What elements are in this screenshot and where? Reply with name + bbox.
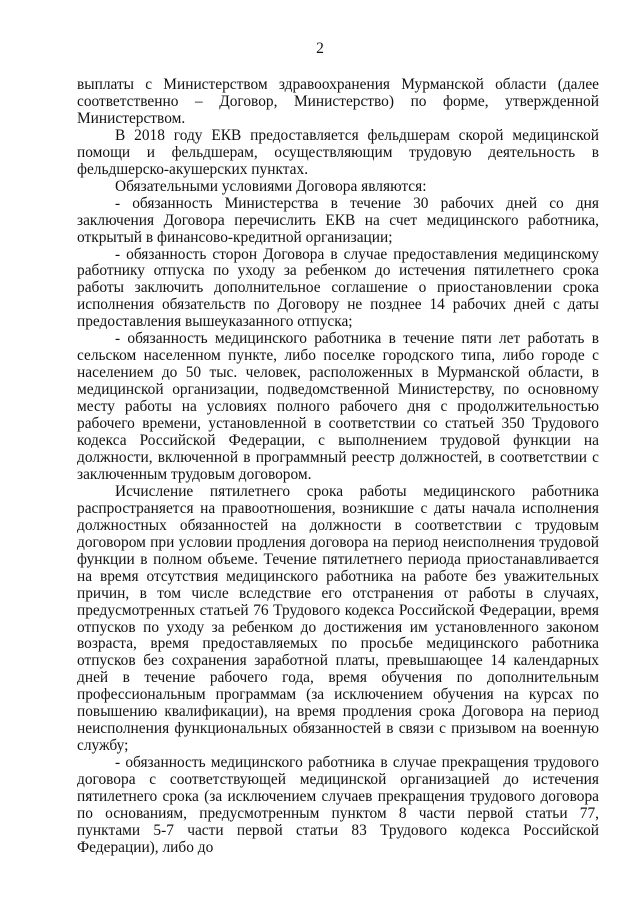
list-item-ministry-obligation: - обязанность Министерства в течение 30 рабочих дней со дня заключения Договора перечислить ЕКВ на счет медицинского работника, открытый в финансово-кредитной организации; bbox=[77, 194, 599, 246]
list-item-termination-obligation: - обязанность медицинского работника в случае прекращения трудового договора с соответствующей медицинской организацией до истечения пятилетнего срока (за исключением случаев прекращения трудового договора по основаниям, предусмотренным пунктом 8 части первой статьи 77, пунктами 5-7 части первой статьи 83 Трудового кодекса Российской Федерации), либо до bbox=[77, 754, 599, 856]
list-item-worker-obligation: - обязанность медицинского работника в течение пяти лет работать в сельском населенном пункте, либо поселке городского типа, либо городе с населением до 50 тыс. человек, расположенных в Мурманской области, в медицинской организации, подведомственной Министерству, по основному месту работы на условиях полного рабочего дня с продолжительностью рабочего времени, установленной в соответствии со статьей 350 Трудового кодекса Российской Федерации, с выполнением трудовой функции на должности, включенной в программный реестр должностей, в соответствии с заключенным трудовым договором. bbox=[77, 330, 599, 483]
paragraph-five-year-term: Исчисление пятилетнего срока работы медицинского работника распространяется на правоотношения, возникшие с даты начала исполнения должностных обязанностей на должности в соответствии с трудовым договором при условии продления договора на период неисполнения трудовой функции в полном объеме. Течение пятилетнего периода приостанавливается на время отсутствия медицинского работника на работе без уважительных причин, в том числе вследствие его отстранения от работы в случаях, предусмотренных статьей 76 Трудового кодекса Российской Федерации, время отпусков по уходу за ребенком до достижения им установленного законом возраста, время предоставляемых по просьбе медицинского работника отпусков без сохранения заработной платы, превышающее 14 календарных дней в течение рабочего года, время обучения по дополнительным профессиональным программам (за исключением обучения на курсах по повышению квалификации), на время продления срока Договора на период неисполнения функциональных обязанностей в связи с призывом на военную службу; bbox=[77, 482, 599, 755]
document-body bbox=[77, 77, 599, 857]
paragraph-mandatory-conditions: Обязательными условиями Договора являются: bbox=[115, 177, 427, 195]
page-number: 2 bbox=[316, 40, 324, 57]
paragraph-2018-ekv: В 2018 году ЕКВ предоставляется фельдшерам скорой медицинской помощи и фельдшерам, осуществляющим трудовую деятельность в фельдшерско-акушерских пунктах. bbox=[77, 126, 599, 178]
paragraph-payment-agreement: выплаты с Министерством здравоохранения Мурманской области (далее соответственно – Договор, Министерство) по форме, утвержденной Министерством. bbox=[77, 76, 599, 127]
list-item-parties-obligation: - обязанность сторон Договора в случае предоставления медицинскому работнику отпуска по уходу за ребенком до истечения пятилетнего срока работы заключить дополнительное соглашение о приостановлении срока исполнения обязательств по Договору не позднее 14 рабочих дней с даты предоставления вышеуказанного отпуска; bbox=[77, 245, 599, 331]
